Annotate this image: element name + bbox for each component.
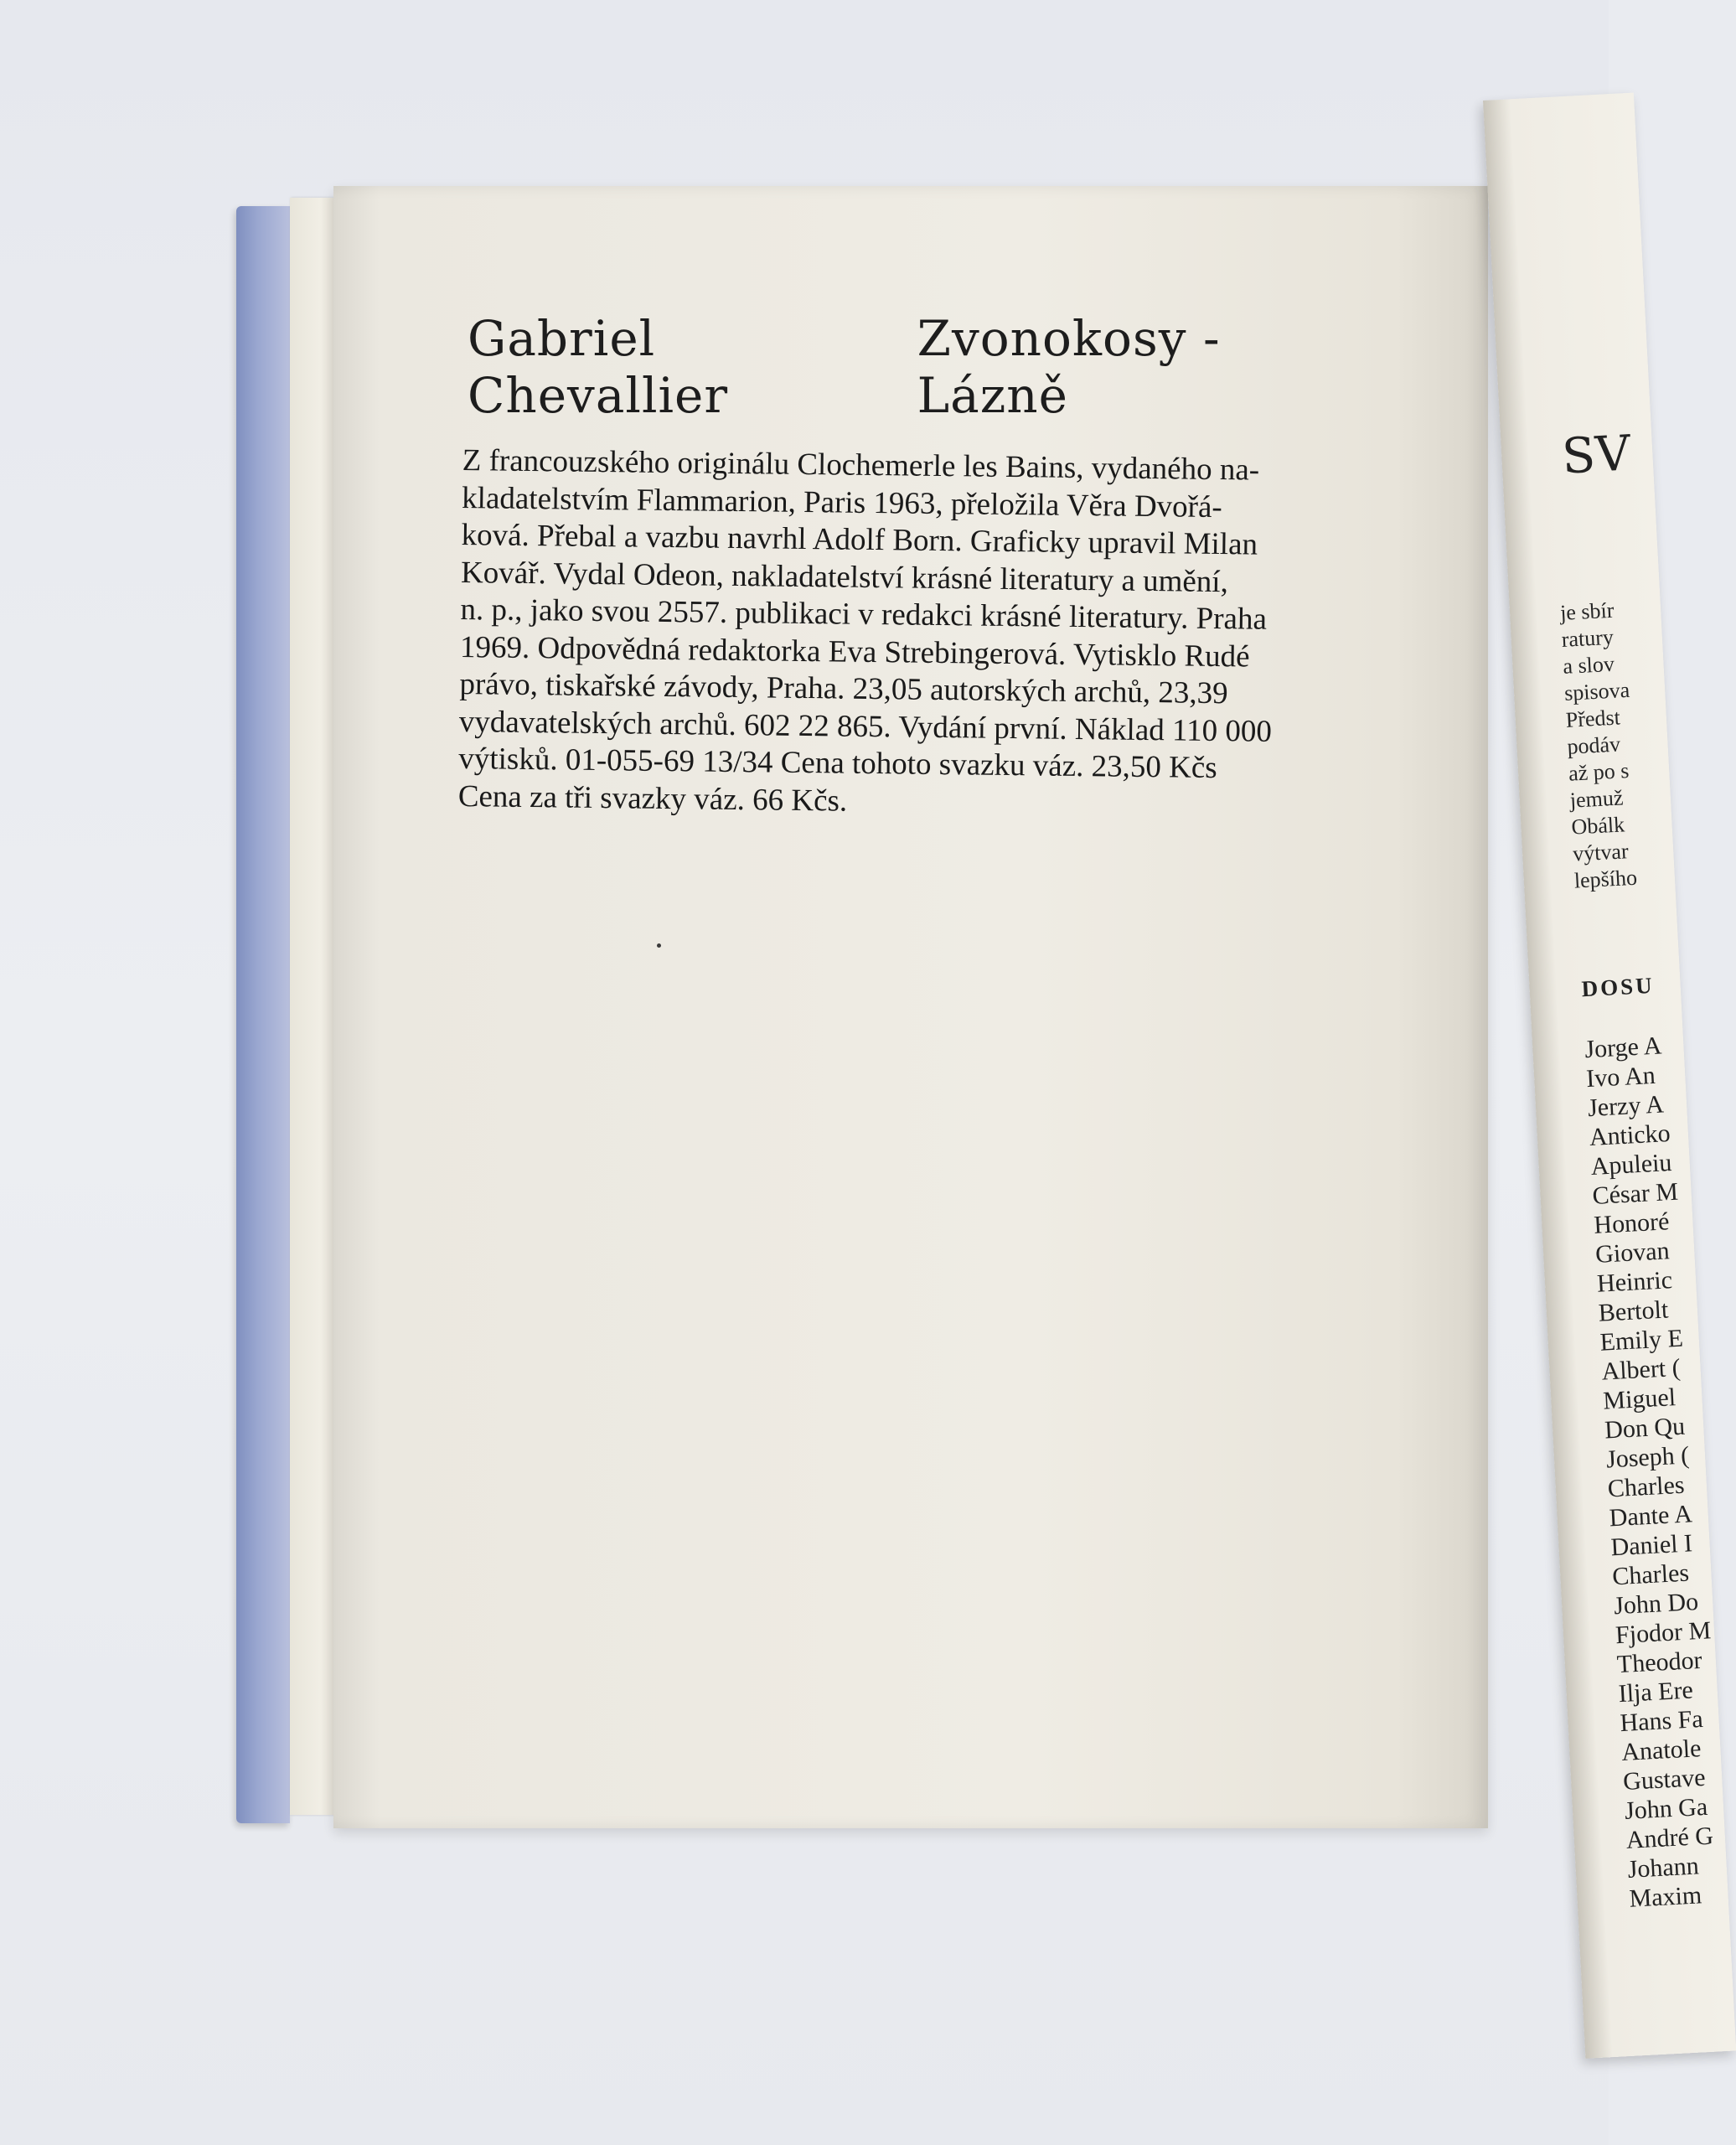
right-page <box>1483 93 1736 2059</box>
name-fragment: Anticko <box>1589 1119 1671 1152</box>
name-fragment: Emily E <box>1599 1324 1684 1357</box>
book-board-edge <box>290 198 340 1815</box>
book-heading <box>468 310 1372 424</box>
name-fragment: Anatole <box>1620 1734 1702 1767</box>
imprint-text <box>458 442 1356 826</box>
name-fragment: Heinric <box>1596 1266 1673 1298</box>
imprint-line: výtisků. 01-055-69 13/34 Cena tohoto svazku váz. 23,50 Kčs <box>458 741 1217 786</box>
name-fragment: John Ga <box>1624 1792 1708 1825</box>
name-fragment: Johann <box>1626 1852 1700 1884</box>
imprint-line: ková. Přebal a vazbu navrhl Adolf Born. Graficky upravil Milan <box>461 517 1258 562</box>
ink-speck <box>657 943 661 948</box>
name-fragment: Jerzy A <box>1587 1090 1665 1123</box>
name-fragment: Charles <box>1607 1470 1686 1503</box>
author-name: Gabriel Chevallier <box>468 310 729 424</box>
name-fragment: Don Qu <box>1604 1412 1686 1445</box>
right-page-name-list <box>1584 1030 1726 1914</box>
text-fragment: podáv <box>1566 731 1621 759</box>
name-fragment: Apuleiu <box>1589 1148 1673 1181</box>
name-fragment: Joseph ( <box>1605 1441 1690 1474</box>
name-fragment: Jorge A <box>1584 1031 1663 1064</box>
name-fragment: Honoré <box>1593 1207 1671 1239</box>
left-page <box>333 186 1488 1828</box>
name-fragment: Ilja Ere <box>1617 1676 1694 1708</box>
imprint-line: Kovář. Vydal Odeon, nakladatelství krásné literatury a umění, <box>460 555 1229 599</box>
name-fragment: Bertolt <box>1598 1295 1670 1327</box>
text-fragment: je sbír <box>1559 597 1615 625</box>
name-fragment: Daniel I <box>1609 1529 1693 1562</box>
imprint-line: n. p., jako svou 2557. publikaci v redakci krásné literatury. Praha <box>460 592 1268 637</box>
name-fragment: Dante A <box>1608 1500 1693 1533</box>
right-page-title: SV <box>1560 424 1632 485</box>
imprint-line: 1969. Odpovědná redaktorka Eva Strebingerová. Vytisklo Rudé <box>459 629 1250 674</box>
text-fragment: jemuž <box>1569 785 1625 813</box>
name-fragment: Miguel <box>1602 1383 1677 1415</box>
name-fragment: Theodor <box>1616 1646 1703 1679</box>
book-title: Zvonokosy - Lázně <box>917 310 1221 424</box>
imprint-line: Cena za tři svazky váz. 66 Kčs. <box>457 778 848 819</box>
book-cover-edge <box>236 206 290 1823</box>
name-fragment: Ivo An <box>1585 1061 1656 1093</box>
name-fragment: Hans Fa <box>1619 1704 1704 1738</box>
text-fragment: Předst <box>1565 705 1621 732</box>
imprint-line: právo, tiskařské závody, Praha. 23,05 autorských archů, 23,39 <box>459 666 1228 711</box>
text-fragment: lepšího <box>1573 865 1638 893</box>
imprint-line: kladatelstvím Flammarion, Paris 1963, přeložila Věra Dvořá- <box>461 480 1223 525</box>
text-fragment: spisova <box>1563 677 1630 706</box>
name-fragment: Maxim <box>1628 1881 1702 1913</box>
imprint-line: vydavatelských archů. 602 22 865. Vydání první. Náklad 110 000 <box>458 704 1273 749</box>
text-fragment: až po s <box>1568 757 1630 786</box>
imprint-line: Z francouzského originálu Clochemerle les Bains, vydaného na- <box>462 442 1260 488</box>
name-fragment: Fjodor M <box>1615 1616 1712 1650</box>
name-fragment: John Do <box>1613 1588 1699 1620</box>
text-fragment: ratury <box>1561 624 1615 652</box>
right-page-section-heading: DOSU <box>1580 972 1656 1002</box>
name-fragment: César M <box>1591 1177 1679 1210</box>
right-page-text <box>1559 595 1675 895</box>
name-fragment: Albert ( <box>1600 1353 1682 1386</box>
name-fragment: Giovan <box>1594 1237 1671 1269</box>
name-fragment: Gustave <box>1622 1763 1707 1796</box>
name-fragment: Charles <box>1611 1558 1690 1591</box>
text-fragment: výtvar <box>1572 839 1630 866</box>
text-fragment: Obálk <box>1570 812 1625 840</box>
name-fragment: André G <box>1625 1822 1714 1854</box>
text-fragment: a slov <box>1562 651 1615 679</box>
